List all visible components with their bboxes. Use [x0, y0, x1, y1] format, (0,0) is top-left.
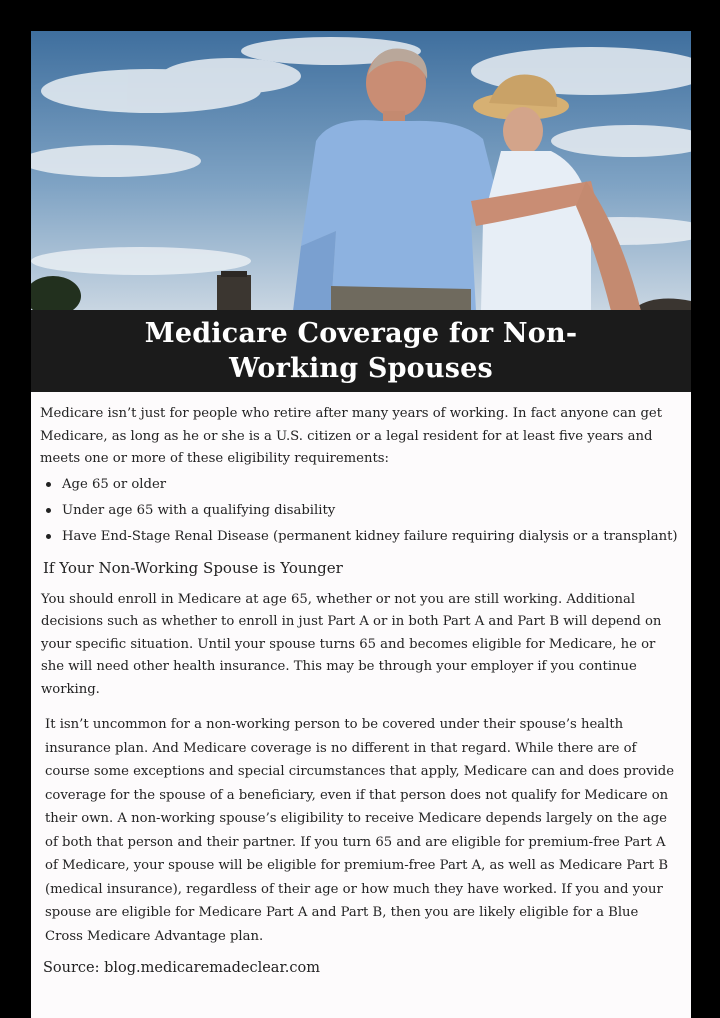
section-heading: If Your Non-Working Spouse is Younger: [43, 558, 343, 577]
list-item: Have End-Stage Renal Disease (permanent kidney failure requiring dialysis or a transplant): [40, 524, 680, 549]
list-item: Age 65 or older: [40, 472, 680, 497]
hero-photo: [31, 31, 691, 311]
enrollment-paragraph: You should enroll in Medicare at age 65, whether or not you are still working. Additional decisions such as whether to enroll in just Part A or in both Part A and Part B will depend on your specific situation. Until your spouse turns 65 and becomes eligible for Medicare, he or she will need other health insurance. This may be through your employer if you continue working.: [41, 591, 662, 697]
page-title: Medicare Coverage for Non-Working Spouses: [144, 318, 578, 384]
intro-paragraph: Medicare isn’t just for people who retire after many years of working. In fact anyone can get Medicare, as long as he or she is a U.S. citizen or a legal resident for at least five years and meets one or more of these eligibility requirements:: [40, 406, 663, 466]
requirements-list: [40, 472, 680, 549]
document-page: [31, 31, 691, 1018]
article-body: [40, 403, 680, 976]
source-citation: Source: blog.medicaremadeclear.com: [43, 960, 320, 977]
spouse-coverage-paragraph: It isn’t uncommon for a non-working person to be covered under their spouse’s health insurance plan. And Medicare coverage is no different in that regard. While there are of course some exceptions and special circumstances that apply, Medicare can and does provide coverage for the spouse of a beneficiary, even if that person does not qualify for Medicare on their own. A non-working spouse’s eligibility to receive Medicare depends largely on the age of both that person and their partner. If you turn 65 and are eligible for premium-free Part A of Medicare, your spouse will be eligible for premium-free Part A, as well as Medicare Part B (medical insurance), regardless of their age or how much they have worked. If you and your spouse are eligible for Medicare Part A and Part B, then you are likely eligible for a Blue Cross Medicare Advantage plan.: [45, 717, 674, 944]
list-item: Under age 65 with a qualifying disability: [40, 498, 680, 523]
title-banner: [31, 310, 691, 392]
couple-photo-illustration: [31, 31, 691, 311]
